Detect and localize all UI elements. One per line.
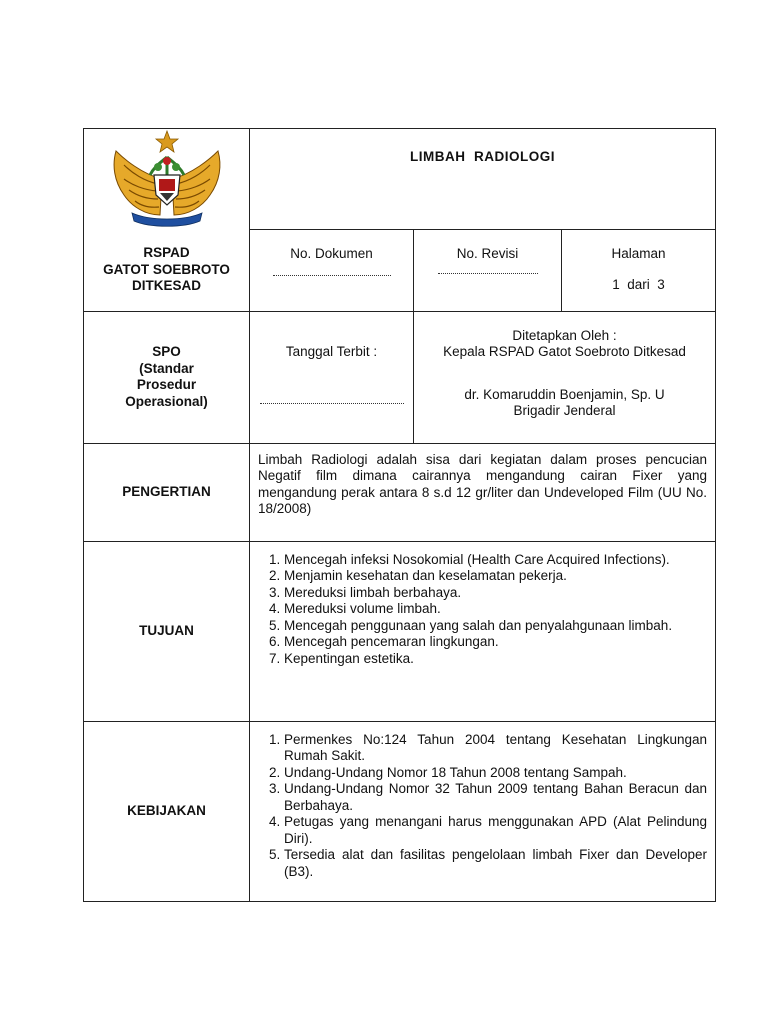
tujuan-label: TUJUAN: [84, 541, 250, 721]
page-cell: [562, 229, 716, 311]
doc-number-label: No. Dokumen: [290, 245, 373, 261]
list-item: 3. Mereduksi limbah berbahaya.: [284, 585, 707, 602]
kebijakan-label: KEBIJAKAN: [84, 721, 250, 901]
spo-line-1: SPO: [152, 344, 181, 359]
issue-date-cell: [250, 311, 414, 443]
signer-name: dr. Komaruddin Boenjamin, Sp. U: [464, 386, 665, 402]
signer-rank: Brigadir Jenderal: [513, 403, 616, 418]
document-title: LIMBAH RADIOLOGI: [250, 129, 716, 230]
list-item: 2. Menjamin kesehatan dan keselamatan pekerja.: [284, 568, 707, 585]
list-item: 7. Kepentingan estetika.: [284, 651, 707, 668]
approver-title: Kepala RSPAD Gatot Soebroto Ditkesad: [443, 344, 686, 359]
spo-line-2: (Standar: [139, 360, 194, 376]
revision-cell: [414, 229, 562, 311]
spo-line-4: Operasional): [125, 393, 208, 409]
doc-number-cell: [250, 229, 414, 311]
organization-cell: [84, 229, 250, 311]
list-item: 5. Mencegah penggunaan yang salah dan penyalahgunaan limbah.: [284, 618, 707, 635]
spo-label-cell: [84, 311, 250, 443]
approved-by-label: Ditetapkan Oleh :: [512, 327, 617, 343]
list-item: 2. Undang-Undang Nomor 18 Tahun 2008 tentang Sampah.: [284, 765, 707, 782]
revision-label: No. Revisi: [456, 245, 519, 261]
org-line-gatot-soebroto: GATOT SOEBROTO: [103, 261, 230, 277]
list-item: 1. Permenkes No:124 Tahun 2004 tentang Kesehatan Lingkungan Rumah Sakit.: [284, 732, 707, 765]
issue-date-label: Tanggal Terbit :: [285, 343, 378, 359]
page-value: 1 dari 3: [612, 277, 665, 292]
kebijakan-list: [250, 722, 715, 881]
list-item: 1. Mencegah infeksi Nosokomial (Health Care Acquired Infections).: [284, 552, 707, 569]
tujuan-content: [250, 541, 716, 721]
issue-date-blank: [260, 402, 404, 404]
revision-blank: [438, 272, 538, 274]
pengertian-label: PENGERTIAN: [84, 443, 250, 541]
list-item: 3. Undang-Undang Nomor 32 Tahun 2009 tentang Bahan Beracun dan Berbahaya.: [284, 781, 707, 814]
tujuan-list: [250, 542, 715, 668]
page-label: Halaman: [611, 245, 666, 261]
list-item: 6. Mencegah pencemaran lingkungan.: [284, 634, 707, 651]
org-line-rspad: RSPAD: [143, 245, 190, 260]
list-item: 5. Tersedia alat dan fasilitas pengelolaan limbah Fixer dan Developer (B3).: [284, 847, 707, 880]
pengertian-text: Limbah Radiologi adalah sisa dari kegiatan dalam proses pencucian Negatif film dimana cairannya mengandung cairan Fixer yang mengandung perak antara 8 s.d 12 gr/liter dan Undeveloped Film (UU No. 18/2008): [250, 443, 716, 541]
spo-line-3: Prosedur: [136, 377, 197, 392]
logo-cell: [84, 129, 250, 230]
kebijakan-content: [250, 721, 716, 901]
doc-number-blank: [273, 274, 391, 276]
rspad-emblem-icon: [102, 129, 232, 229]
spo-table: [83, 128, 716, 902]
approval-cell: [414, 311, 716, 443]
list-item: 4. Petugas yang menangani harus menggunakan APD (Alat Pelindung Diri).: [284, 814, 707, 847]
list-item: 4. Mereduksi volume limbah.: [284, 601, 707, 618]
org-line-ditkesad: DITKESAD: [131, 278, 201, 293]
